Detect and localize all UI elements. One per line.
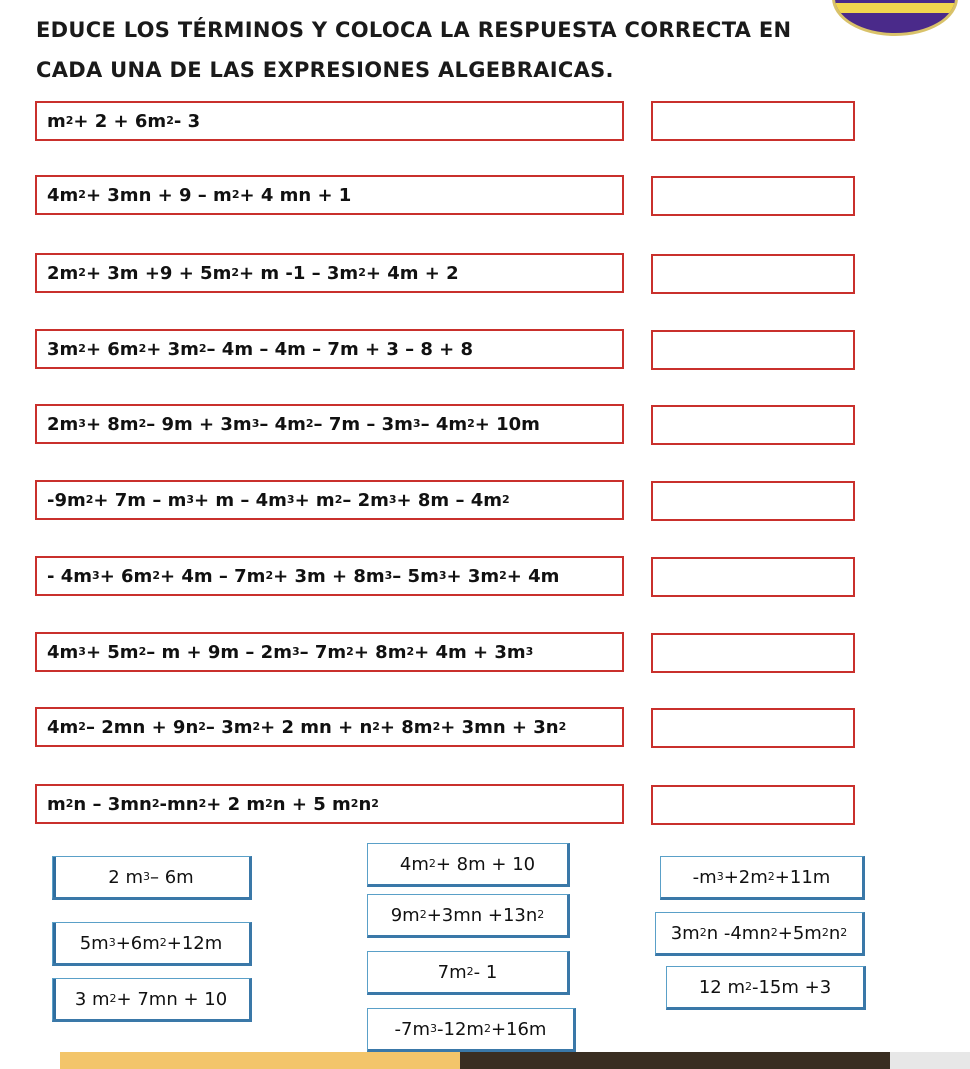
answer-option[interactable]: 12 m 2 -15m +3 bbox=[666, 966, 866, 1010]
answer-box[interactable] bbox=[651, 176, 855, 216]
answer-option[interactable]: 9m 2 +3mn +13n 2 bbox=[367, 894, 570, 938]
expression-box: -9m 2 + 7m – m 3 + m – 4m 3 + m 2 – 2m 3 + 8m – 4m 2 bbox=[35, 480, 624, 520]
expression-box: - 4m 3 + 6m 2 + 4m – 7m 2 + 3m + 8m 3 – 5m 3 + 3m 2 + 4m bbox=[35, 556, 624, 596]
bottom-image-strip bbox=[0, 1052, 970, 1069]
expression-box: m 2 + 2 + 6m 2 - 3 bbox=[35, 101, 624, 141]
answer-option[interactable]: 5m 3 +6m 2 +12m bbox=[52, 922, 252, 966]
expression-box: 3m 2 + 6m 2 + 3m 2 – 4m – 4m – 7m + 3 – 8 + 8 bbox=[35, 329, 624, 369]
instructions-title: EDUCE LOS TÉRMINOS Y COLOCA LA RESPUESTA CORRECTA EN CADA UNA DE LAS EXPRESIONES ALGEBRAICAS. bbox=[36, 18, 792, 82]
answer-box[interactable] bbox=[651, 330, 855, 370]
expression-box: 4m 2 – 2mn + 9n 2 – 3m 2 + 2 mn + n 2 + 8m 2 + 3mn + 3n 2 bbox=[35, 707, 624, 747]
answer-box[interactable] bbox=[651, 405, 855, 445]
expression-box: 2m 2 + 3m +9 + 5m 2 + m -1 – 3m 2 + 4m + 2 bbox=[35, 253, 624, 293]
answer-box[interactable] bbox=[651, 557, 855, 597]
answer-box[interactable] bbox=[651, 708, 855, 748]
school-logo bbox=[832, 0, 958, 36]
answer-box[interactable] bbox=[651, 633, 855, 673]
answer-option[interactable]: 4m 2 + 8m + 10 bbox=[367, 843, 570, 887]
answer-box[interactable] bbox=[651, 254, 855, 294]
expression-box: 2m 3 + 8m 2 – 9m + 3m 3 – 4m 2 – 7m – 3m 3 – 4m 2 + 10m bbox=[35, 404, 624, 444]
answer-option[interactable]: 3m 2 n -4mn 2 +5m 2 n 2 bbox=[655, 912, 865, 956]
expression-box: 4m 3 + 5m 2 – m + 9m – 2m 3 – 7m 2 + 8m 2 + 4m + 3m 3 bbox=[35, 632, 624, 672]
answer-option[interactable]: 7m 2 - 1 bbox=[367, 951, 570, 995]
answer-option[interactable]: 3 m 2 + 7mn + 10 bbox=[52, 978, 252, 1022]
answer-box[interactable] bbox=[651, 481, 855, 521]
answer-box[interactable] bbox=[651, 785, 855, 825]
expression-box: m 2 n – 3mn 2 -mn 2 + 2 m 2 n + 5 m 2 n 2 bbox=[35, 784, 624, 824]
answer-option[interactable]: -7m 3 -12m 2 +16m bbox=[367, 1008, 576, 1052]
expression-box: 4m 2 + 3mn + 9 – m 2 + 4 mn + 1 bbox=[35, 175, 624, 215]
answer-box[interactable] bbox=[651, 101, 855, 141]
answer-option[interactable]: -m 3 +2m 2 +11m bbox=[660, 856, 865, 900]
answer-option[interactable]: 2 m 3 – 6m bbox=[52, 856, 252, 900]
